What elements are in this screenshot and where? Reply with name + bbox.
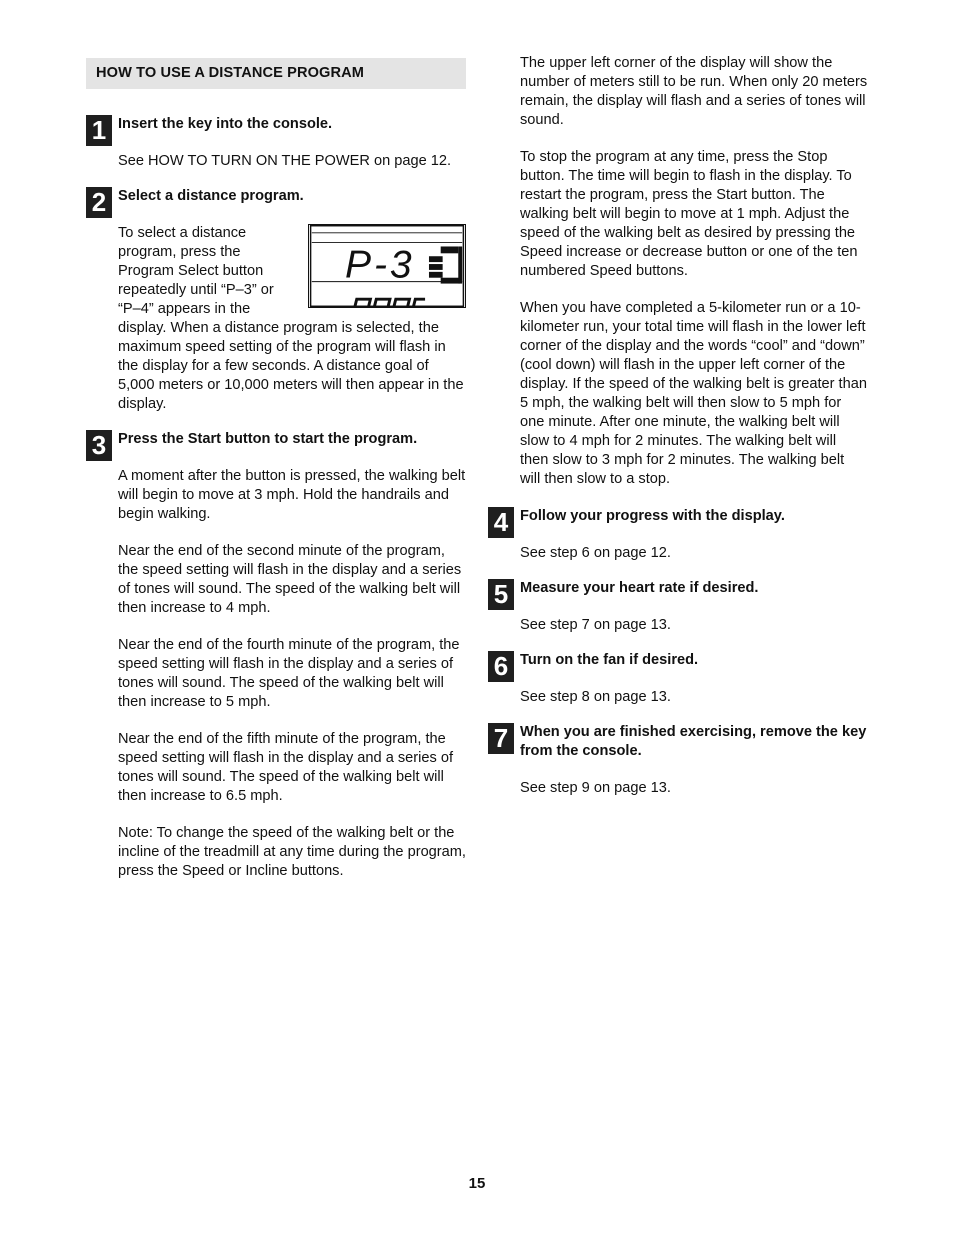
step-number: 2 xyxy=(86,187,112,218)
step-title: Select a distance program. xyxy=(118,188,304,204)
step-2 xyxy=(86,187,466,414)
left-column xyxy=(86,58,466,881)
step-5 xyxy=(488,579,868,635)
right-column xyxy=(488,54,868,798)
step-6 xyxy=(488,651,868,707)
step-7 xyxy=(488,723,868,798)
lcd-display xyxy=(308,224,466,308)
step-body: See step 8 on page 13. xyxy=(520,689,671,705)
console-display-illustration xyxy=(308,224,466,308)
page-number: 15 xyxy=(468,1175,486,1192)
step-body: See step 6 on page 12. xyxy=(520,545,671,561)
step-1 xyxy=(86,115,466,171)
step-body: Near the end of the second minute of the program, the speed setting will flash in the display and a series of tones will sound. The speed of the walking belt will then increase to 4 mph. xyxy=(118,543,462,616)
step-number: 1 xyxy=(86,115,112,146)
step-body: Near the end of the fifth minute of the program, the speed setting will flash in the display and a series of tones will sound. The speed of the walking belt will then increase to 6.5 mph. xyxy=(118,731,454,804)
paragraph: The upper left corner of the display will show the number of meters still to be run. When only 20 meters remain, the display will flash and a series of tones will sound. xyxy=(520,55,868,128)
step-number: 3 xyxy=(86,430,112,461)
step-note: Note: To change the speed of the walking belt or the incline of the treadmill at any time during the program, press the Speed or Incline buttons. xyxy=(118,825,466,879)
step-title: Follow your progress with the display. xyxy=(520,508,785,524)
step-body: To select a distance program, press the Program Select button repeatedly until “P–3” or “P–4” appears in the display. When a distance program is selected, the maximum speed setting of the program will flash in the display for a few seconds. A distance goal of 5,000 meters or 10,000 meters will then appear in the display. xyxy=(118,225,464,412)
section-title: HOW TO USE A DISTANCE PROGRAM xyxy=(86,58,466,89)
step-number: 4 xyxy=(488,507,514,538)
step-title: Measure your heart rate if desired. xyxy=(520,580,759,596)
step-3 xyxy=(86,430,466,881)
step-body: See step 9 on page 13. xyxy=(520,780,671,796)
step-title: When you are finished exercising, remove the key from the console. xyxy=(520,724,867,759)
step-number: 6 xyxy=(488,651,514,682)
step-body: See step 7 on page 13. xyxy=(520,617,671,633)
step-number: 5 xyxy=(488,579,514,610)
step-number: 7 xyxy=(488,723,514,754)
paragraph: To stop the program at any time, press the Stop button. The time will begin to flash in the display. To restart the program, press the Start button. The walking belt will begin to move at 1 mph. Adjust the speed of the walking belt as desired by pressing the Speed increase or decrease button or one of the ten numbered Speed buttons. xyxy=(520,149,858,279)
step-body: Near the end of the fourth minute of the program, the speed setting will flash in the display and a series of tones will sound. The speed of the walking belt will then increase to 5 mph. xyxy=(118,637,460,710)
step-body: A moment after the button is pressed, the walking belt will begin to move at 3 mph. Hold the handrails and begin walking. xyxy=(118,468,466,522)
step-title: Turn on the fan if desired. xyxy=(520,652,699,668)
step-4 xyxy=(488,507,868,563)
step-title: Insert the key into the console. xyxy=(118,116,333,132)
step-body: See HOW TO TURN ON THE POWER on page 12. xyxy=(118,153,452,169)
lcd-program-text: P-3 xyxy=(345,243,415,287)
paragraph: When you have completed a 5-kilometer run or a 10-kilometer run, your total time will flash in the lower left corner of the display and the words “cool” and “down” (cool down) will flash in the upper left corner of the display. If the speed of the walking belt is greater than 5 mph, the walking belt will then slow to 5 mph for one minute. After one minute, the walking belt will slow to 4 mph for 2 minutes. The walking belt will then slow to 3 mph for 2 minutes. The walking belt will then slow to a stop. xyxy=(520,300,867,487)
step-title: Press the Start button to start the program. xyxy=(118,431,418,447)
